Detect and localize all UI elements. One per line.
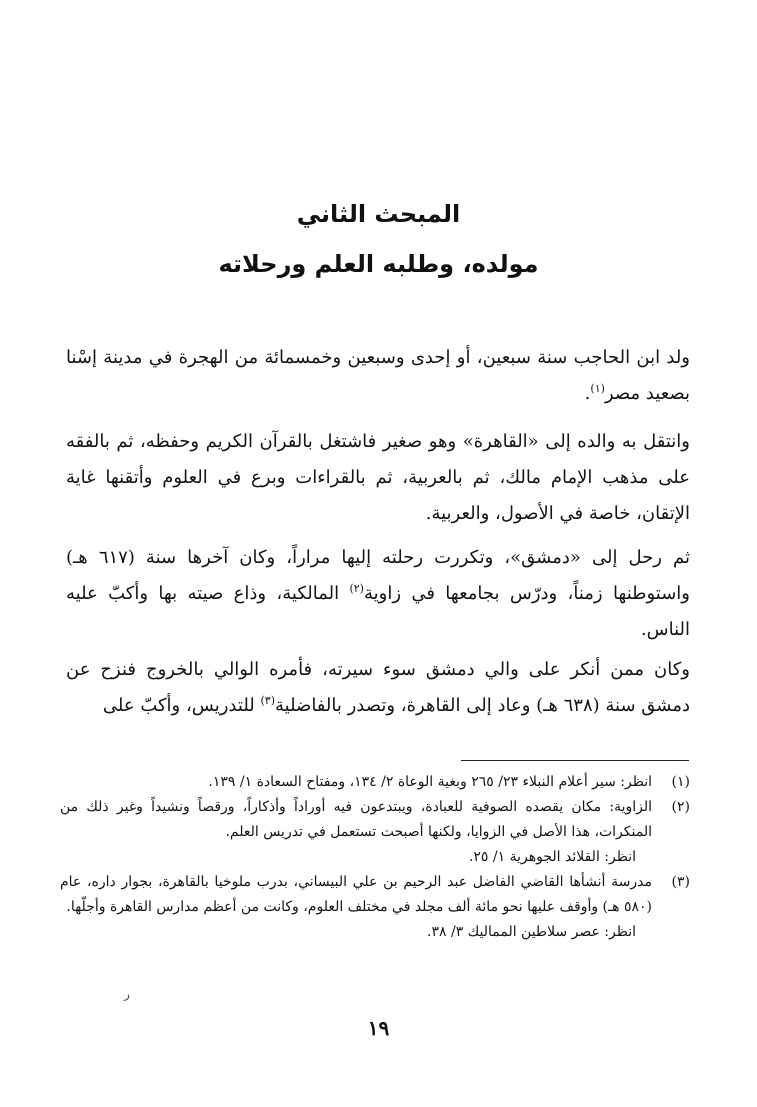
footnote-source: انظر: عصر سلاطين المماليك ٣/ ٣٨.	[427, 924, 636, 940]
footnote-ref-1[interactable]: (١)	[590, 382, 605, 395]
paragraph-text: ولد ابن الحاجب سنة سبعين، أو إحدى وسبعين وخمسمائة من الهجرة في مدينة إسْنا بصعيد مصر	[66, 347, 690, 404]
paragraph-damascus	[66, 540, 690, 648]
footnote-ref-2[interactable]: (٢)	[349, 582, 364, 595]
paragraph-text: وكان ممن أنكر على والي دمشق سوء سيرته، فأمره الوالي بالخروج فنزح عن دمشق سنة (٦٣٨ هـ) وعاد إلى القاهرة، وتصدر بالفاضلية	[66, 659, 690, 716]
footnote-divider	[461, 760, 689, 761]
footnote-text: مدرسة أنشأها القاضي الفاضل عبد الرحيم بن علي البيساني، بدرب ملوخيا بالقاهرة، بجوار داره، عام (٥٨٠ هـ) وأوقف عليها نحو مائة ألف مجلد في مختلف العلوم، وكانت من أعظم مدارس القاهرة وأجلّها.	[60, 874, 652, 915]
footnote-number: (٢)	[671, 799, 690, 815]
footnote-text: انظر: سير أعلام النبلاء ٢٣/ ٢٦٥ وبغية الوعاة ٢/ ١٣٤، ومفتاح السعادة ١/ ١٣٩.	[208, 774, 652, 790]
footnote-source: انظر: القلائد الجوهرية ١/ ٢٥.	[468, 849, 636, 865]
page-number: ١٩	[367, 1016, 390, 1040]
paragraph-text: .	[584, 383, 591, 404]
footnote-text: الزاوية: مكان يقصده الصوفية للعبادة، ويبتدعون فيه أوراداً وأذكاراً، ورقصاً ونشيداً وغير ذلك من المنكرات، هذا الأصل في الزوايا، ولكنها أصبحت تستعمل في تدريس العلم.	[60, 799, 652, 840]
section-title: المبحث الثاني	[296, 200, 461, 228]
footnote-number: (٣)	[671, 874, 690, 890]
section-subtitle: مولده، وطلبه العلم ورحلاته	[218, 250, 539, 278]
paragraph-text: المالكية، وذاع صيته بها وأكبّ عليه الناس.	[66, 583, 690, 640]
paragraph-text: للتدريس، وأكبّ على	[102, 695, 261, 716]
paragraph-birth	[66, 340, 690, 412]
footnote-2	[60, 795, 690, 870]
paragraph-cairo	[66, 652, 690, 724]
footnote-ref-3[interactable]: (٣)	[260, 694, 275, 707]
footnote-3	[60, 870, 690, 945]
footnote-number: (١)	[671, 774, 690, 790]
footnote-1	[60, 770, 690, 795]
paragraph-studies: وانتقل به والده إلى «القاهرة» وهو صغير فاشتغل بالقرآن الكريم وحفظه، ثم بالفقه على مذهب الإمام مالك، ثم بالعربية، ثم بالقراءات وبرع في العلوم وأتقنها غاية الإتقان، خاصة في الأصول، والعربية.	[66, 431, 690, 524]
stray-mark: ر	[124, 987, 130, 1001]
paragraph-text: ثم رحل إلى «دمشق»، وتكررت رحلته إليها مراراً، وكان آخرها سنة (٦١٧ هـ) واستوطنها زمناً، ودرّس بجامعها في زاوية	[66, 547, 690, 604]
footnotes-list	[60, 770, 690, 945]
